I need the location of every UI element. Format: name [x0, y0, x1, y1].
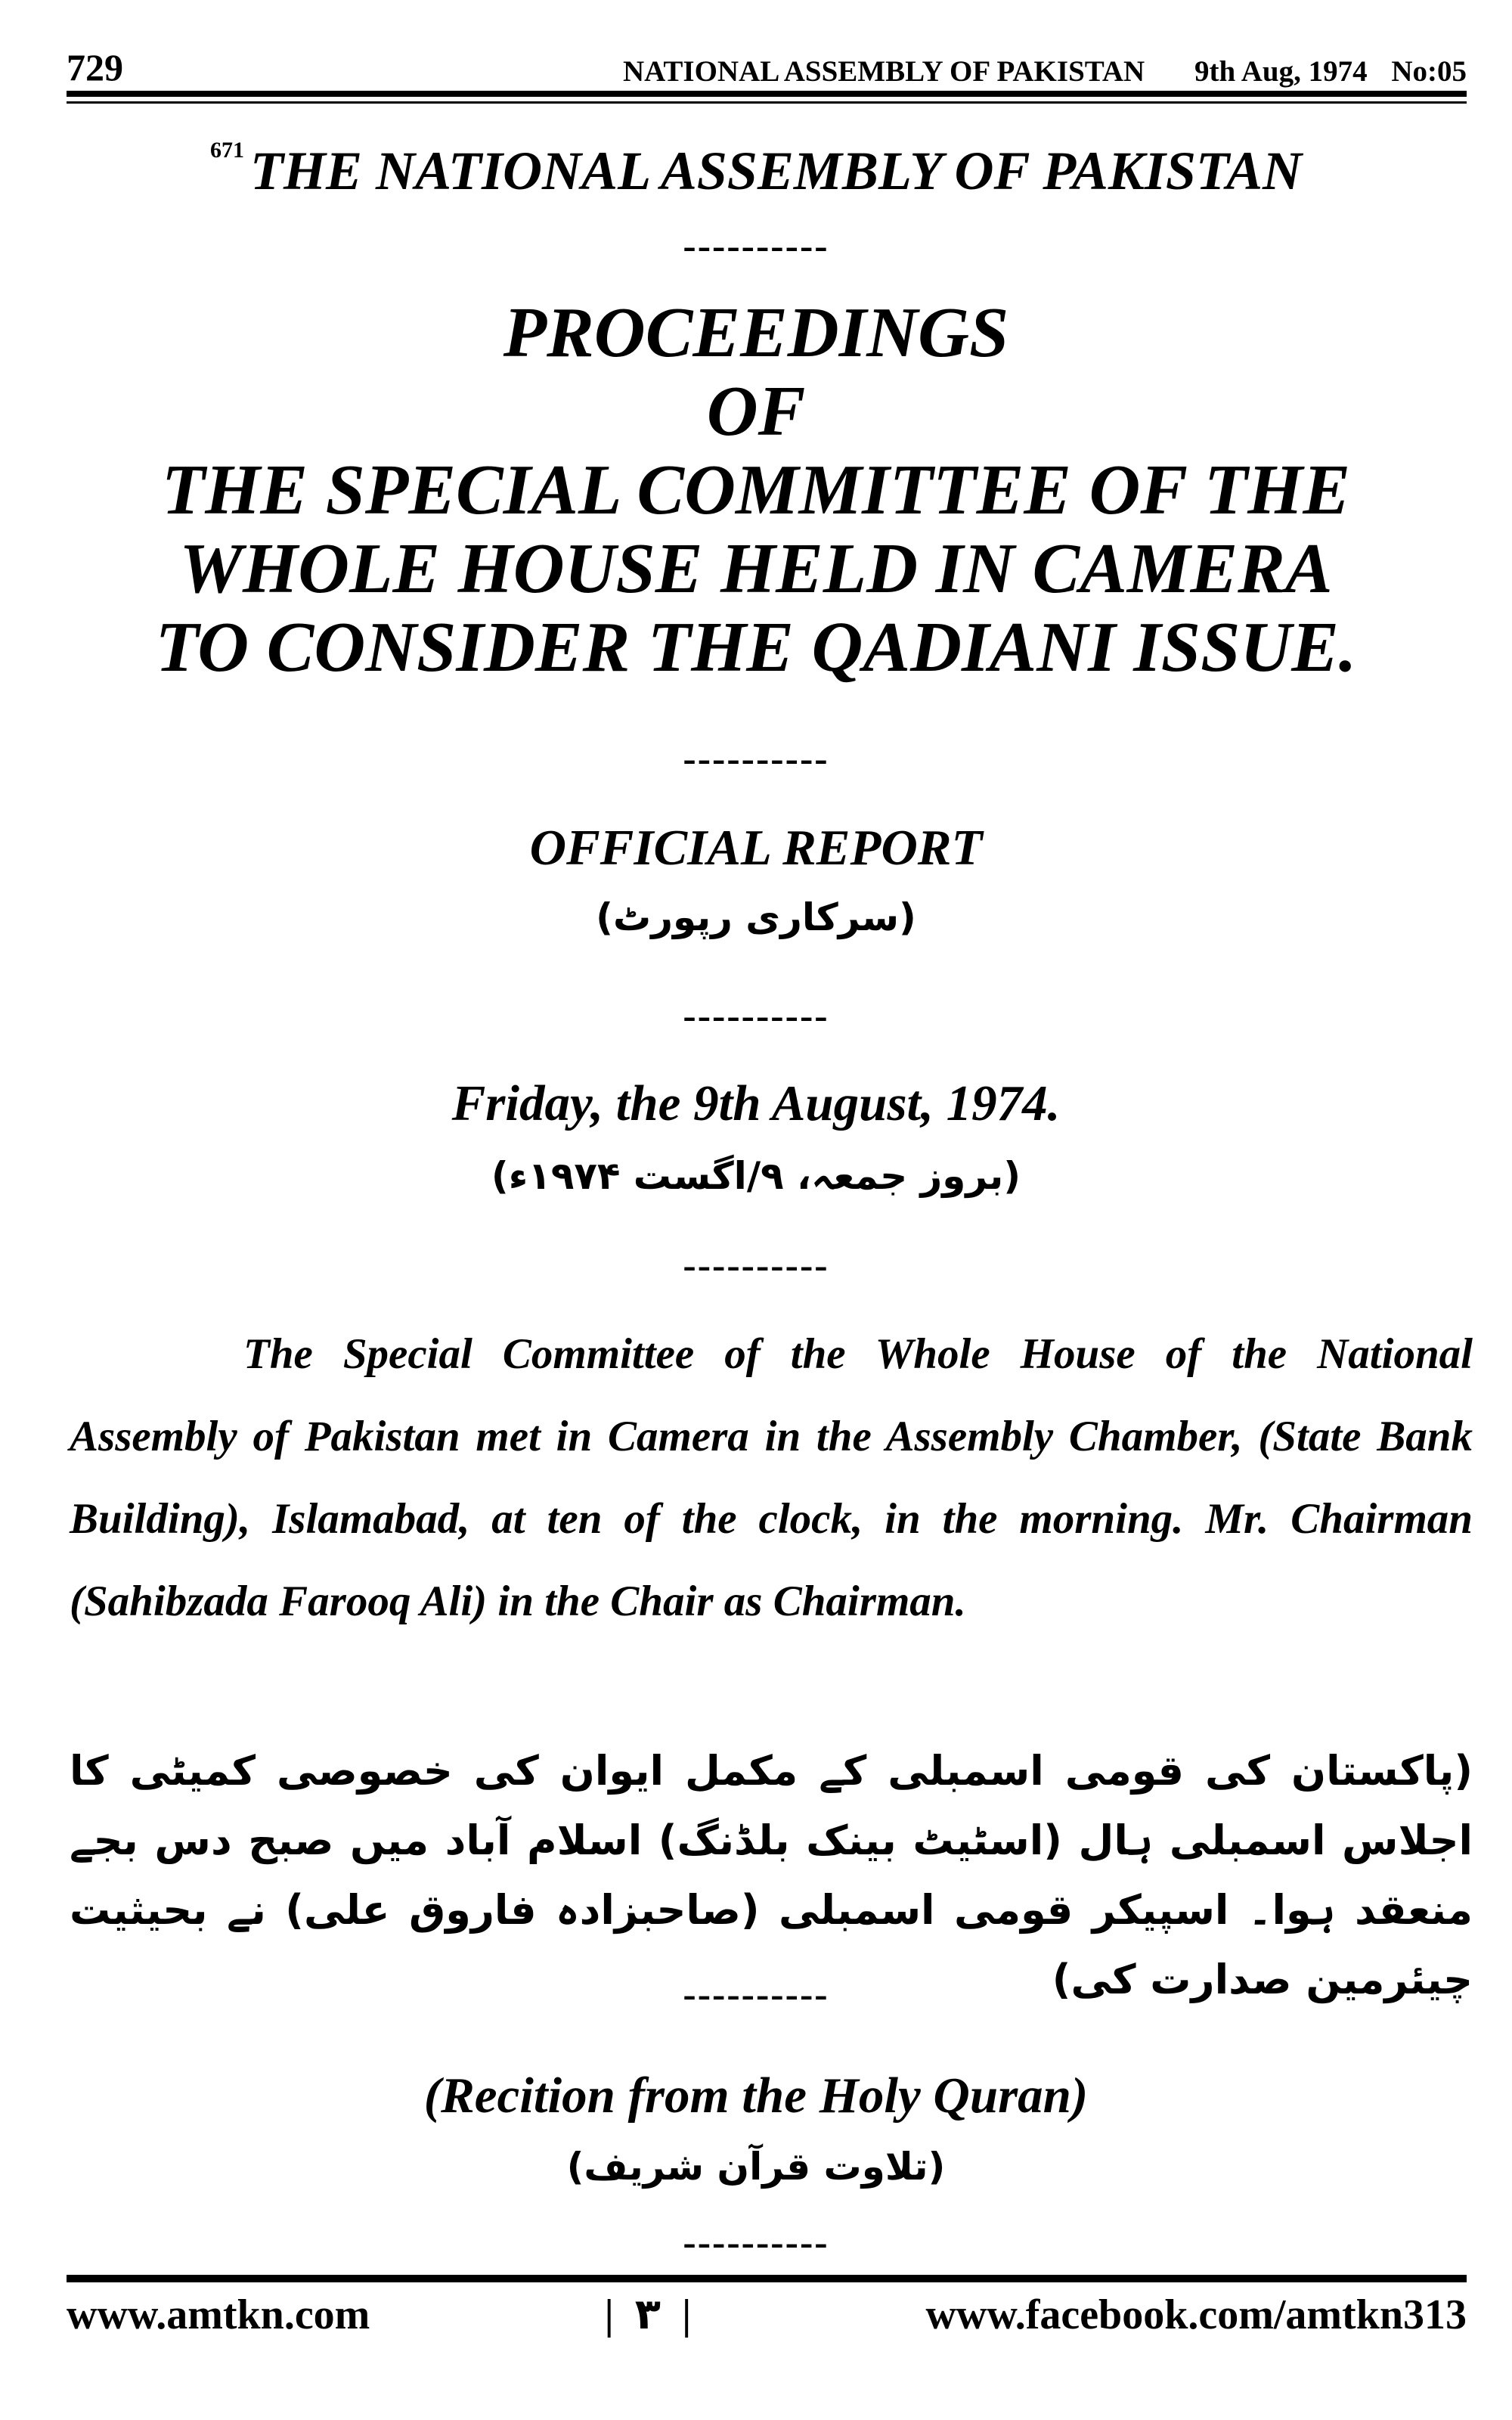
- reference-number: 671: [210, 138, 244, 163]
- assembly-title: [0, 138, 1512, 201]
- separator-6: ----------: [683, 2221, 829, 2264]
- proceedings-line-3: THE SPECIAL COMMITTEE OF THE: [161, 451, 1351, 529]
- separator-5: ----------: [683, 1973, 829, 2016]
- running-header: [67, 33, 1467, 86]
- page-number: 729: [67, 46, 123, 88]
- proceedings-line-2: OF: [706, 372, 806, 451]
- footer-facebook-link[interactable]: www.facebook.com/amtkn313: [925, 2291, 1467, 2338]
- session-paragraph-urdu: (پاکستان کی قومی اسمبلی کے مکمل ایوان کی خصوصی کمیٹی کا اجلاس اسمبلی ہال (اسٹیٹ بینک بلڈنگ) اسلام آباد میں صبح دس بجے منعقد ہوا۔ اسپیکر قومی اسمبلی (صاحبزادہ فاروق علی) نے بحیثیت چیئرمین صدارت کی): [70, 1747, 1473, 2003]
- assembly-title-text: THE NATIONAL ASSEMBLY OF PAKISTAN: [250, 141, 1302, 201]
- separator-4: ----------: [683, 1244, 829, 1287]
- separator-1: ----------: [683, 225, 829, 268]
- session-date-urdu: (بروز جمعہ، ۹/اگست ۱۹۷۴ء): [491, 1154, 1021, 1198]
- session-date: Friday, the 9th August, 1974.: [451, 1075, 1061, 1131]
- header-rule-thin: [67, 101, 1467, 104]
- footer-divider-right: |: [681, 2291, 692, 2338]
- session-paragraph: The Special Committee of the Whole House of the National Assembly of Pakistan met in Camera in the Assembly Chamber, (State Bank Building), Islamabad, at ten of the clock, in the morning. Mr. Chairman (Sahibzada Farooq Ali) in the Chair as Chairman.: [70, 1330, 1473, 1625]
- recitation-heading: (Recition from the Holy Quran): [423, 2068, 1089, 2124]
- recitation-urdu: (تلاوت قرآن شریف): [566, 2145, 946, 2189]
- running-title: [623, 57, 1467, 86]
- footer-page-marker: [583, 2290, 712, 2339]
- proceedings-line-4: WHOLE HOUSE HELD IN CAMERA: [179, 529, 1333, 608]
- proceedings-line-5: TO CONSIDER THE QADIANI ISSUE.: [155, 608, 1357, 687]
- header-rule-thick: [67, 91, 1467, 97]
- separator-2: ----------: [683, 737, 829, 780]
- footer-rule: [67, 2275, 1467, 2282]
- proceedings-line-1: PROCEEDINGS: [503, 293, 1009, 372]
- footer-website-link[interactable]: www.amtkn.com: [67, 2291, 370, 2338]
- official-report-heading: OFFICIAL REPORT: [529, 820, 983, 876]
- issue-date: 9th Aug, 1974: [1194, 55, 1368, 88]
- footer: [67, 2290, 1467, 2339]
- footer-divider-left: |: [604, 2291, 614, 2338]
- proceedings-heading: [0, 293, 1512, 687]
- publication-name: NATIONAL ASSEMBLY OF PAKISTAN: [622, 55, 1145, 88]
- issue-number: No:05: [1391, 55, 1467, 88]
- separator-3: ----------: [683, 994, 829, 1038]
- official-report-urdu: (سرکاری رپورٹ): [596, 895, 916, 939]
- footer-page-urdu: ۳: [634, 2290, 661, 2339]
